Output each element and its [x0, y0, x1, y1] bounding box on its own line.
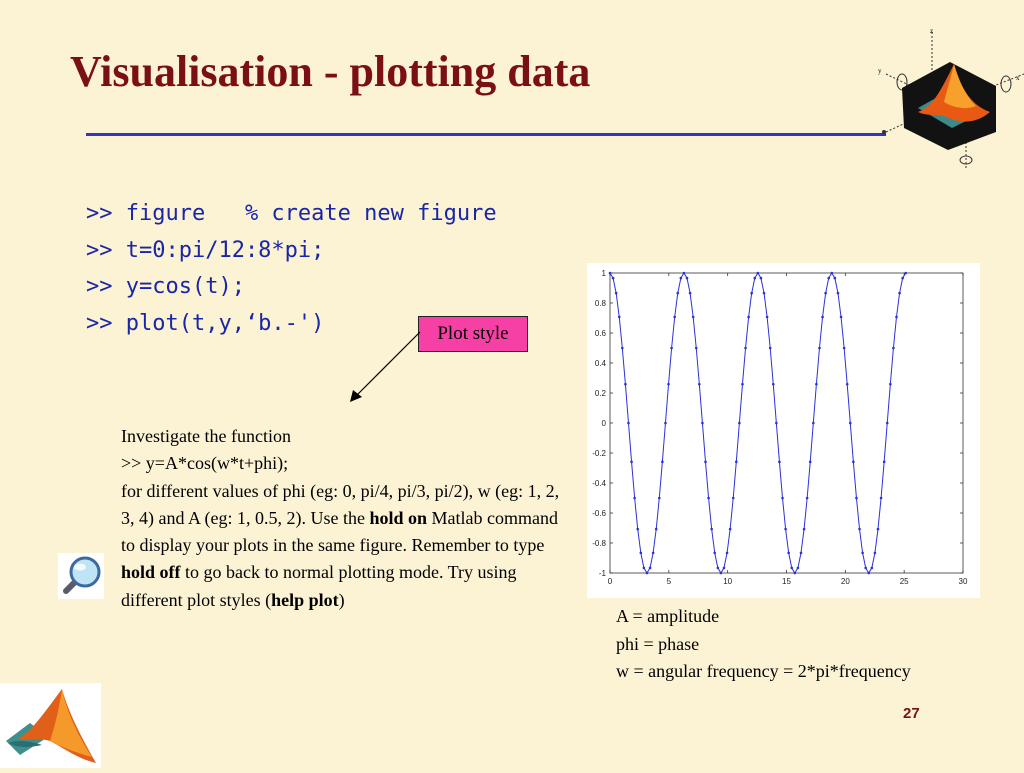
- code-line: >> plot(t,y,‘b.-'): [86, 310, 325, 336]
- matlab-logo-panel: [0, 683, 101, 768]
- slide-title: Visualisation - plotting data: [70, 47, 591, 96]
- code-line: >> y=cos(t);: [86, 274, 245, 299]
- plot-figure: [587, 263, 980, 598]
- x-tick-label: 20: [840, 577, 850, 586]
- data-point: [655, 528, 658, 531]
- data-point: [821, 316, 824, 319]
- data-point: [643, 567, 646, 570]
- data-point: [797, 567, 800, 570]
- data-point: [658, 497, 661, 500]
- data-point: [898, 292, 901, 295]
- data-point: [720, 572, 723, 575]
- legend-amplitude: A = amplitude: [616, 606, 720, 626]
- data-point: [858, 528, 861, 531]
- data-point: [612, 277, 615, 280]
- x-tick-label: 10: [723, 577, 733, 586]
- svg-text:z: z: [930, 27, 934, 35]
- data-point: [741, 383, 744, 386]
- data-point: [874, 552, 877, 555]
- data-point: [827, 277, 830, 280]
- data-point: [636, 528, 639, 531]
- data-point: [775, 422, 778, 425]
- data-point: [892, 347, 895, 350]
- data-point: [649, 567, 652, 570]
- data-point: [698, 383, 701, 386]
- y-tick-label: -0.6: [592, 509, 606, 518]
- data-point: [704, 461, 707, 464]
- data-point: [692, 316, 695, 319]
- data-point: [880, 497, 883, 500]
- y-tick-label: -0.8: [592, 539, 606, 548]
- data-point: [618, 316, 621, 319]
- data-point: [652, 552, 655, 555]
- legend-frequency: w = angular frequency = 2*pi*frequency: [616, 661, 911, 681]
- data-point: [904, 272, 907, 275]
- y-tick-label: -0.2: [592, 449, 606, 458]
- data-point: [609, 272, 612, 275]
- data-point: [818, 347, 821, 350]
- data-point: [640, 552, 643, 555]
- data-point: [763, 292, 766, 295]
- data-point: [621, 347, 624, 350]
- svg-text:x: x: [1016, 74, 1020, 82]
- y-tick-label: -0.4: [592, 479, 606, 488]
- data-point: [615, 292, 618, 295]
- data-point: [676, 292, 679, 295]
- data-point: [630, 461, 633, 464]
- data-point: [806, 497, 809, 500]
- title-underline: [86, 133, 886, 136]
- data-point: [784, 528, 787, 531]
- matlab-membrane-logo-icon: [0, 683, 101, 768]
- x-tick-label: 15: [782, 577, 791, 586]
- parameter-legend: [616, 603, 911, 686]
- callout-arrow-icon: [340, 326, 430, 412]
- data-point: [723, 567, 726, 570]
- x-tick-label: 5: [666, 577, 672, 586]
- data-point: [877, 528, 880, 531]
- data-point: [710, 528, 713, 531]
- data-point: [735, 461, 738, 464]
- y-tick-label: 0.4: [594, 359, 606, 368]
- data-point: [689, 292, 692, 295]
- data-point: [670, 347, 673, 350]
- cosine-line-plot: [587, 263, 980, 598]
- data-point: [646, 572, 649, 575]
- code-line: >> figure % create new figure: [86, 201, 497, 226]
- data-point: [781, 497, 784, 500]
- magnifying-glass-icon: [58, 553, 104, 599]
- data-point: [809, 461, 812, 464]
- data-point: [729, 528, 732, 531]
- hold-off-keyword: hold off: [121, 562, 181, 583]
- data-point: [753, 277, 756, 280]
- data-point: [633, 497, 636, 500]
- data-point: [732, 497, 735, 500]
- data-point: [849, 422, 852, 425]
- data-point: [667, 383, 670, 386]
- data-point: [901, 277, 904, 280]
- data-point: [683, 272, 686, 275]
- exercise-text: [121, 423, 569, 614]
- data-point: [846, 383, 849, 386]
- data-point: [680, 277, 683, 280]
- plot-axes-box: [610, 273, 963, 573]
- matlab-membrane-cube-icon: [872, 24, 1024, 174]
- y-tick-label: 0: [601, 419, 606, 428]
- data-point: [717, 567, 720, 570]
- data-point: [840, 316, 843, 319]
- data-point: [864, 567, 867, 570]
- y-tick-label: 0.2: [594, 389, 606, 398]
- data-point: [812, 422, 815, 425]
- data-point: [627, 422, 630, 425]
- data-point: [772, 383, 775, 386]
- data-point: [831, 272, 834, 275]
- exercise-text-part: for different values of phi (eg: 0, pi/4, pi/3, pi/2), w (eg: 1, 2, 3, 4) and A (eg: 1, 0.5, 2). Use the: [121, 480, 560, 528]
- data-point: [701, 422, 704, 425]
- exercise-function: >> y=A*cos(w*t+phi);: [121, 453, 289, 474]
- x-tick-label: 30: [958, 577, 968, 586]
- help-plot-keyword: help plot: [271, 589, 339, 610]
- data-point: [861, 552, 864, 555]
- data-point: [852, 461, 855, 464]
- y-tick-label: 0.6: [594, 329, 606, 338]
- y-tick-label: -1: [598, 569, 606, 578]
- page-number: 27: [903, 705, 920, 722]
- data-point: [794, 572, 797, 575]
- data-point: [837, 292, 840, 295]
- data-point: [747, 316, 750, 319]
- data-point: [673, 316, 676, 319]
- data-point: [778, 461, 781, 464]
- data-point: [760, 277, 763, 280]
- y-tick-label: 0.8: [594, 299, 606, 308]
- data-point: [664, 422, 667, 425]
- data-point: [624, 383, 627, 386]
- code-line: >> t=0:pi/12:8*pi;: [86, 237, 325, 263]
- data-point: [661, 461, 664, 464]
- data-point: [834, 277, 837, 280]
- data-point: [766, 316, 769, 319]
- data-point: [738, 422, 741, 425]
- data-point: [744, 347, 747, 350]
- exercise-text-part: ): [338, 589, 345, 610]
- data-point: [757, 272, 760, 275]
- data-point: [769, 347, 772, 350]
- exercise-intro: Investigate the function: [121, 426, 291, 446]
- x-tick-label: 25: [899, 577, 909, 586]
- data-point: [750, 292, 753, 295]
- data-point: [855, 497, 858, 500]
- data-point: [713, 552, 716, 555]
- data-point: [800, 552, 803, 555]
- data-point: [889, 383, 892, 386]
- y-tick-label: 1: [601, 269, 606, 278]
- data-point: [867, 572, 870, 575]
- data-point: [790, 567, 793, 570]
- data-point: [686, 277, 689, 280]
- hold-on-keyword: hold on: [369, 507, 428, 528]
- svg-text:y: y: [878, 67, 882, 75]
- exercise-text-part: to go back to normal plotting mode. Try using different plot styles (: [121, 562, 517, 610]
- data-point: [824, 292, 827, 295]
- data-point: [886, 422, 889, 425]
- x-tick-label: 0: [607, 577, 613, 586]
- exercise-text-part: Matlab command to display your plots in the same figure. Remember to type: [121, 507, 558, 556]
- data-point: [707, 497, 710, 500]
- legend-phase: phi = phase: [616, 633, 700, 654]
- data-point: [843, 347, 846, 350]
- data-point: [695, 347, 698, 350]
- data-point: [883, 461, 886, 464]
- data-point: [871, 567, 874, 570]
- data-point: [895, 316, 898, 319]
- data-point: [815, 383, 818, 386]
- data-point: [787, 552, 790, 555]
- exercise-body: [121, 478, 569, 614]
- plot-style-callout: Plot style: [418, 316, 528, 352]
- data-point: [803, 528, 806, 531]
- data-point: [726, 552, 729, 555]
